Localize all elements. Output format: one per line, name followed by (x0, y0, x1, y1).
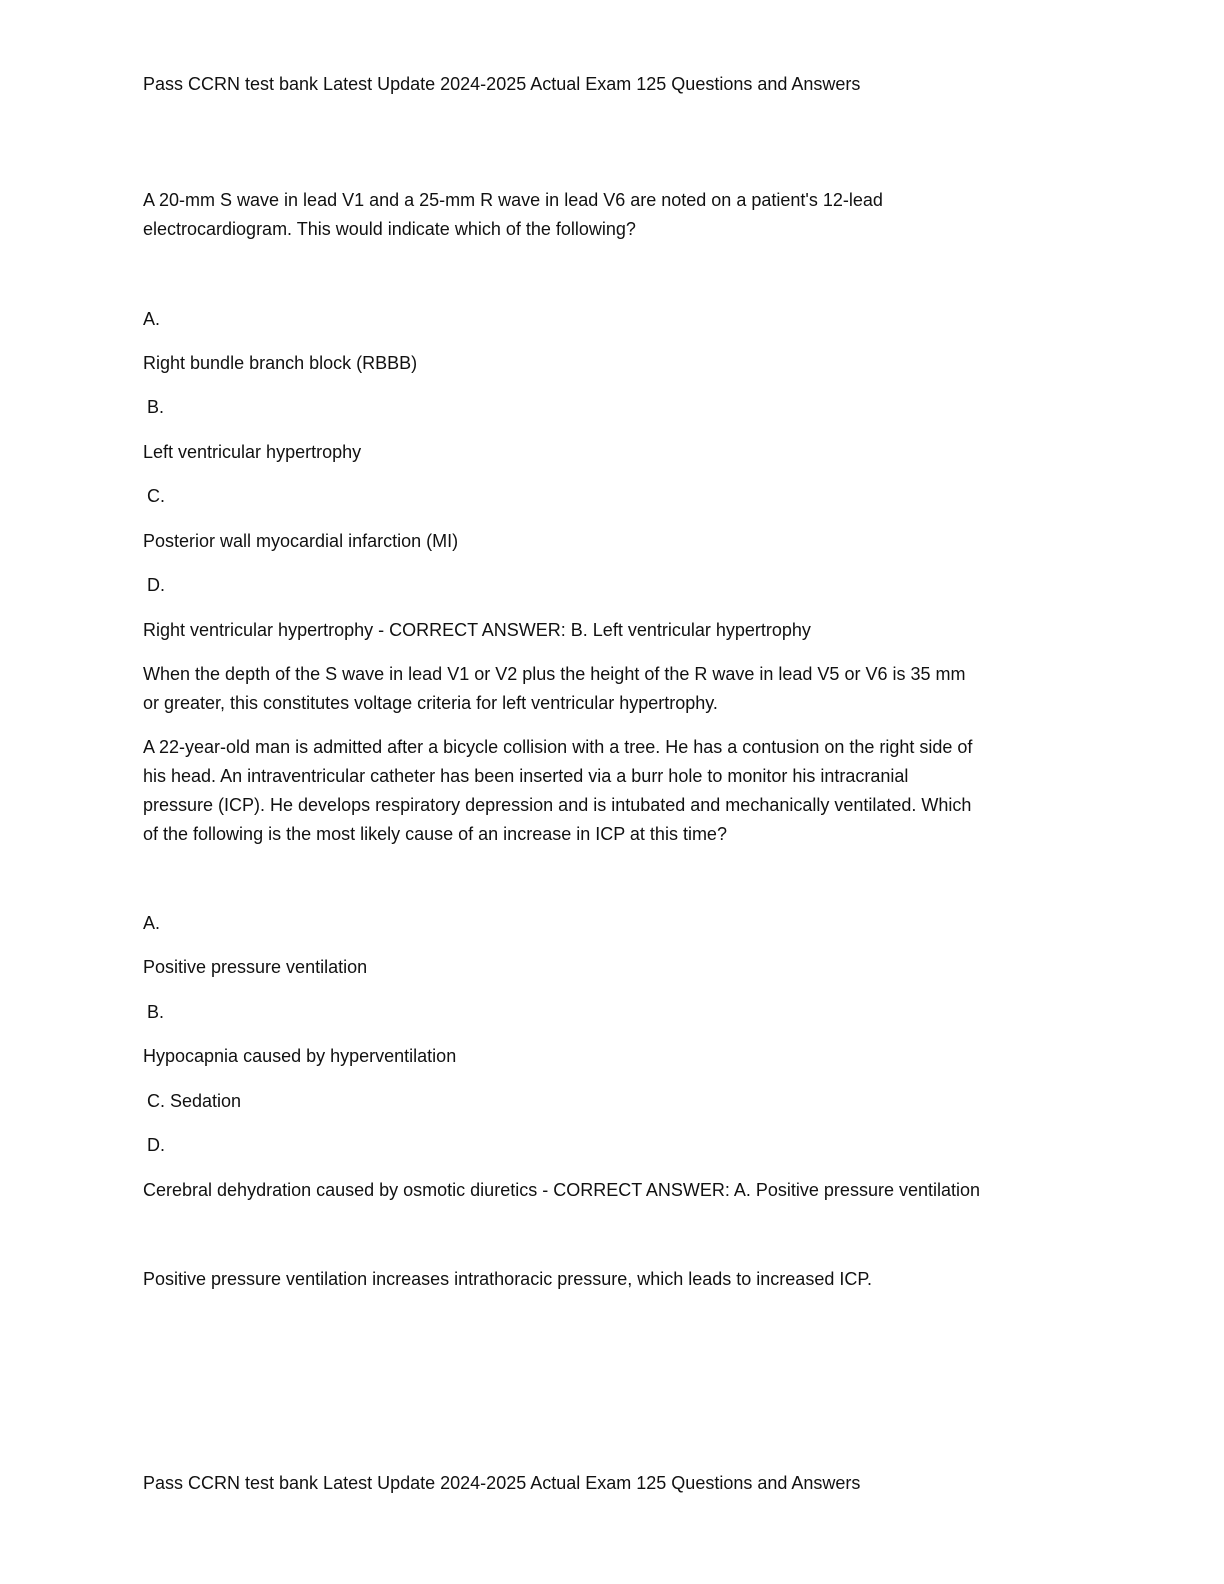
question-2-rationale-line-1: Positive pressure ventilation increases intrathoracic pressure, which leads to increased ICP. (143, 1269, 873, 1289)
question-1-stem-line-2: electrocardiogram. This would indicate which of the following? (143, 219, 636, 239)
question-1-stem-line-1: A 20-mm S wave in lead V1 and a 25-mm R wave in lead V6 are noted on a patient's 12-lead (143, 190, 883, 210)
page-footer: Pass CCRN test bank Latest Update 2024-2025 Actual Exam 125 Questions and Answers (143, 1473, 861, 1493)
question-1-option-b-label: B. (147, 397, 165, 417)
question-2-stem-line-1: A 22-year-old man is admitted after a bicycle collision with a tree. He has a contusion on the right side of (143, 737, 973, 757)
question-1-option-b-text: Left ventricular hypertrophy (143, 442, 362, 462)
question-2-option-d-label: D. (147, 1135, 165, 1155)
question-1-option-c-text: Posterior wall myocardial infarction (MI) (143, 531, 459, 551)
question-1-option-a-label: A. (143, 309, 161, 329)
question-2-option-a-label: A. (143, 913, 161, 933)
question-1-option-a-text: Right bundle branch block (RBBB) (143, 353, 418, 373)
page-header: Pass CCRN test bank Latest Update 2024-2025 Actual Exam 125 Questions and Answers (143, 74, 861, 94)
question-1-rationale-line-2: or greater, this constitutes voltage criteria for left ventricular hypertrophy. (143, 693, 718, 713)
question-2-option-b-label: B. (147, 1002, 165, 1022)
question-1-rationale-line-1: When the depth of the S wave in lead V1 or V2 plus the height of the R wave in lead V5 or V6 is 35 mm (143, 664, 966, 684)
question-2-option-c: C. Sedation (147, 1091, 242, 1111)
question-2-stem-line-2: his head. An intraventricular catheter has been inserted via a burr hole to monitor his intracranial (143, 766, 909, 786)
question-1-answer: Right ventricular hypertrophy - CORRECT ANSWER: B. Left ventricular hypertrophy (143, 620, 811, 640)
question-2-answer: Cerebral dehydration caused by osmotic diuretics - CORRECT ANSWER: A. Positive pressure ventilation (143, 1180, 981, 1200)
question-2-option-b-text: Hypocapnia caused by hyperventilation (143, 1046, 457, 1066)
question-2-option-a-text: Positive pressure ventilation (143, 957, 368, 977)
question-2-stem-line-4: of the following is the most likely cause of an increase in ICP at this time? (143, 824, 727, 844)
question-2-stem-line-3: pressure (ICP). He develops respiratory depression and is intubated and mechanically ventilated. Which (143, 795, 972, 815)
question-1-option-c-label: C. (147, 486, 165, 506)
question-1-option-d-label: D. (147, 575, 165, 595)
